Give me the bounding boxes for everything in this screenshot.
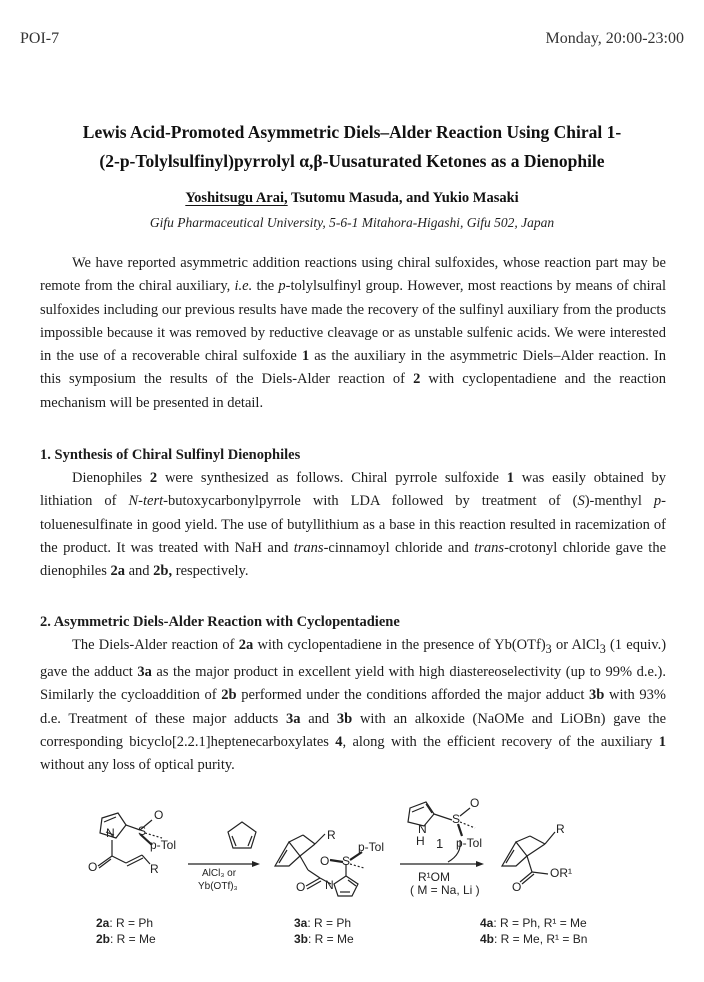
reagent-alkoxide-metal: ( M = Na, Li )	[410, 883, 480, 897]
atom-o-carbonyl-2: O	[88, 860, 98, 874]
section-1-heading: 1. Synthesis of Chiral Sulfinyl Dienophiles	[40, 447, 301, 463]
ptol-group-3: p-Tol	[358, 840, 385, 854]
label-3a: 3a: R = Ph	[294, 916, 352, 930]
label-2b: 2b: R = Me	[96, 932, 156, 946]
atom-s-1: S	[452, 812, 461, 826]
section-1-paragraph: Dienophiles 2 were synthesized as follows. Chiral pyrrole sulfoxide 1 was easily obtained by lithiation of N-tert-butoxycarbonylpyrrole with LDA followed by treatment of (S)-menthyl p-toluenesulfinate in good yield. The use of butyllithium as a base in this reaction resulted in racemization of the product. It was treated with NaH and trans-cinnamoyl chloride and trans-crotonyl chloride gave the dienophiles 2a and 2b, respectively.	[40, 470, 667, 580]
compound-1-label: 1	[436, 836, 444, 851]
ptol-group-1: p-Tol	[456, 836, 483, 850]
r-group-2: R	[150, 862, 159, 876]
author-list	[0, 190, 704, 207]
atom-s-2: S	[138, 824, 147, 838]
co-authors: Tsutomu Masuda, and Yukio Masaki	[287, 190, 519, 206]
atom-o-2: O	[154, 808, 164, 822]
reagent-alkoxide: R¹OM	[418, 870, 450, 884]
atom-o-carbonyl-4: O	[512, 880, 522, 894]
session-code: POI-7	[20, 30, 60, 47]
reagent-lewis-acid-1: AlCl₃ or	[202, 868, 237, 879]
affiliation: Gifu Pharmaceutical University, 5-6-1 Mitahora-Higashi, Gifu 502, Japan	[149, 215, 555, 230]
atom-n-3: N	[325, 878, 334, 892]
ptol-group-2: p-Tol	[150, 838, 177, 852]
r-group-4: R	[556, 822, 565, 836]
title-line-1: Lewis Acid-Promoted Asymmetric Diels–Alder Reaction Using Chiral 1-	[82, 122, 622, 142]
compound-4-structure	[502, 832, 555, 884]
reagent-lewis-acid-2: Yb(OTf)₃	[198, 881, 238, 892]
atom-n-2: N	[106, 826, 115, 840]
ester-group-4: OR¹	[550, 866, 572, 880]
atom-s-3: S	[342, 854, 351, 868]
label-4b: 4b: R = Me, R¹ = Bn	[480, 932, 588, 946]
label-3b: 3b: R = Me	[294, 932, 354, 946]
section-2-heading: 2. Asymmetric Diels-Alder Reaction with Cyclopentadiene	[40, 614, 400, 630]
reaction-scheme-drawing	[0, 780, 704, 980]
presenting-author: Yoshitsugu Arai,	[185, 190, 288, 206]
atom-o-carbonyl-3: O	[296, 880, 306, 894]
introduction	[40, 252, 666, 415]
section-synthesis	[40, 444, 666, 583]
atom-n-1: N	[418, 822, 427, 836]
section-diels-alder	[40, 611, 666, 778]
cyclopentadiene-structure	[228, 822, 256, 848]
session-time: Monday, 20:00-23:00	[545, 30, 684, 47]
reaction-scheme	[0, 780, 704, 980]
section-2-paragraph: The Diels-Alder reaction of 2a with cyclopentadiene in the presence of $Yb(OTf)_3$ or AlCl$_3$ (1 equiv.) gave the adduct 3a as the major product in excellent yield with high diastereoselectivity (up to 99% d.e.). Similarly the cycloaddition of 2b performed under the conditions afforded the major adduct 3b with 93% d.e. Treatment of these major adducts 3a and 3b with an alkoxide (NaOMe and LiOBn) gave the corresponding bicyclo[2.2.1]heptenecarboxylates 4, along with the efficient recovery of the auxiliary 1 without any loss of optical purity.	[40, 637, 667, 774]
label-2a: 2a: R = Ph	[96, 916, 154, 930]
label-4a: 4a: R = Ph, R¹ = Me	[480, 916, 587, 930]
atom-h-1: H	[416, 834, 425, 848]
paper-title	[20, 118, 684, 176]
atom-o-sulfinyl-3: O	[320, 854, 330, 868]
r-group-3: R	[327, 828, 336, 842]
title-line-2: (2-p-Tolylsulfinyl)pyrrolyl α,β-Uusaturated Ketones as a Dienophile	[99, 151, 605, 171]
intro-paragraph: We have reported asymmetric addition reactions using chiral sulfoxides, whose reaction part may be remote from the chiral auxiliary, i.e. the p-tolylsulfinyl group. However, most reactions by means of chiral sulfoxides including our previous results have made the recovery of the sulfinyl auxiliary from the products impossible because it was removed by reductive cleavage or as unstable sulfenic acids. We were interested in the use of a recoverable chiral sulfoxide 1 as the auxiliary in the asymmetric Diels–Alder reaction. In this symposium the results of the Diels-Alder reaction of 2 with cyclopentadiene and the reaction mechanism will be presented in detail.	[40, 255, 666, 411]
atom-o-1: O	[470, 796, 480, 810]
